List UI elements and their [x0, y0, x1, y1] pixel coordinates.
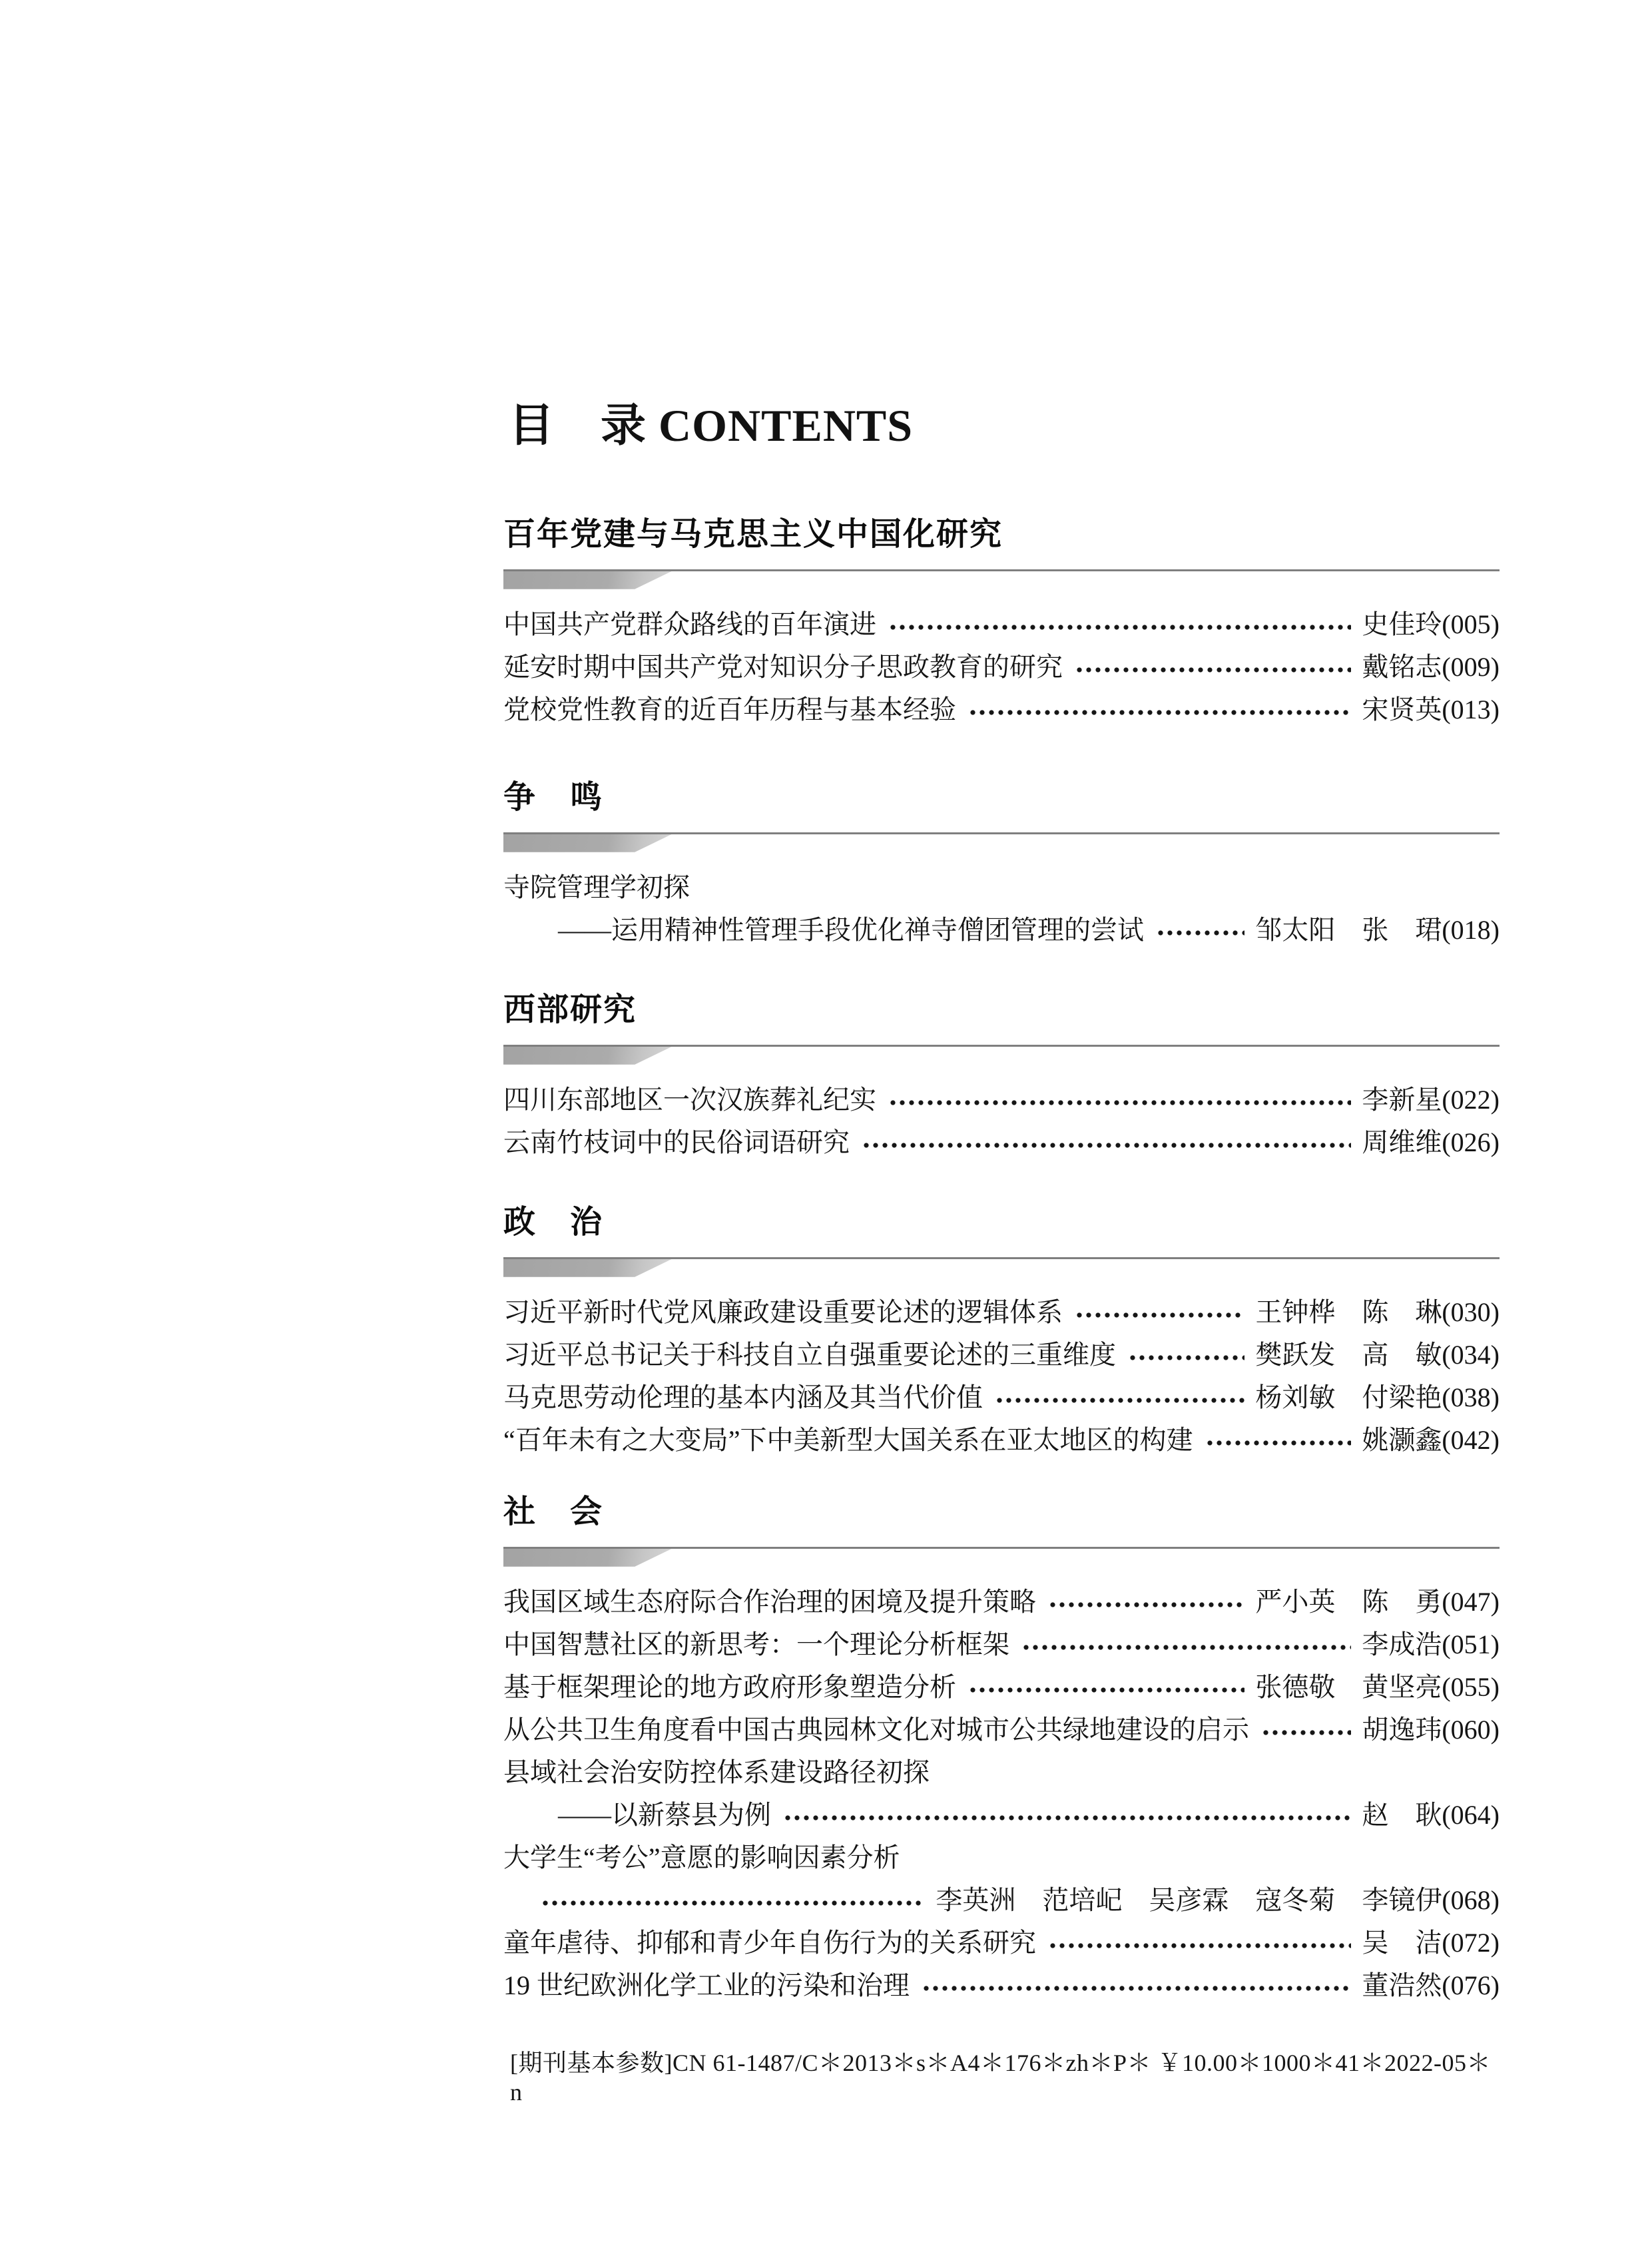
article-author-page: 王钟桦 陈 琳(030): [1255, 1296, 1500, 1327]
article-author-page: 李新星(022): [1362, 1084, 1500, 1115]
toc-entry: [503, 866, 1500, 909]
article-title: 马克思劳动伦理的基本内涵及其当代价值: [503, 1382, 983, 1412]
article-title: 习近平新时代党风廉政建设重要论述的逻辑体系: [503, 1296, 1063, 1327]
arrow-bar-icon: [503, 1549, 672, 1567]
toc-entry: [503, 1419, 1500, 1462]
arrow-bar-icon: [503, 571, 672, 589]
dot-leader: [1049, 1601, 1244, 1608]
article-title: 习近平总书记关于科技自立自强重要论述的三重维度: [503, 1339, 1116, 1370]
section-politics: [503, 1205, 1500, 1462]
toc-entry: [503, 1581, 1500, 1623]
article-title: 从公共卫生角度看中国古典园林文化对城市公共绿地建设的启示: [503, 1714, 1249, 1745]
article-title: “百年未有之大变局”下中美新型大国关系在亚太地区的构建: [503, 1424, 1193, 1455]
article-title: 我国区域生态府际合作治理的困境及提升策略: [503, 1586, 1036, 1617]
dot-leader: [1049, 1942, 1351, 1949]
toc-entries: [503, 1291, 1500, 1462]
article-author-page: 杨刘敏 付梁艳(038): [1255, 1382, 1500, 1412]
dot-leader: [1129, 1354, 1244, 1361]
article-author-page: 樊跃发 高 敏(034): [1255, 1339, 1500, 1370]
article-author-page: 张德敬 黄坚亮(055): [1255, 1671, 1500, 1702]
article-author-page: 董浩然(076): [1362, 1970, 1500, 2000]
dot-leader: [996, 1397, 1244, 1404]
section-title: 政 治: [503, 1204, 604, 1240]
toc-entry: [503, 1376, 1500, 1419]
toc-entry-subtitle: [503, 909, 1500, 952]
toc-entry: [503, 1836, 1500, 1879]
section-divider: [503, 569, 1500, 590]
dot-leader: [923, 1985, 1351, 1992]
toc-entry: [503, 689, 1500, 731]
article-title: 云南竹枝词中的民俗词语研究: [503, 1127, 850, 1157]
dot-leader: [1157, 930, 1244, 936]
section-divider: [503, 832, 1500, 853]
article-title: 童年虐待、抑郁和青少年自伤行为的关系研究: [503, 1927, 1036, 1958]
section-title: 百年党建与马克思主义中国化研究: [503, 516, 1003, 552]
article-title: 基于框架理论的地方政府形象塑造分析: [503, 1671, 956, 1702]
section-western-studies: [503, 993, 1500, 1164]
dot-leader: [542, 1900, 925, 1906]
toc-entries: [503, 1079, 1500, 1164]
article-title: 县域社会治安防控体系建设路径初探: [503, 1757, 930, 1787]
dot-leader: [890, 1099, 1351, 1106]
article-title: 寺院管理学初探: [503, 872, 690, 902]
article-title: 中国智慧社区的新思考：一个理论分析框架: [503, 1629, 1009, 1659]
article-title: 党校党性教育的近百年历程与基本经验: [503, 694, 956, 724]
arrow-bar-icon: [503, 1047, 672, 1065]
article-author-page: 吴 洁(072): [1362, 1927, 1500, 1958]
toc-entry-authors: [503, 1879, 1500, 1922]
toc-entry: [503, 1291, 1500, 1334]
article-author-page: 史佳玲(005): [1362, 609, 1500, 639]
toc-entry: [503, 1666, 1500, 1709]
article-author-page: 严小英 陈 勇(047): [1255, 1586, 1500, 1617]
dot-leader: [1023, 1644, 1351, 1651]
section-debate: [503, 780, 1500, 952]
dot-leader: [1076, 667, 1351, 673]
toc-page: [503, 0, 1500, 2106]
toc-entry: [503, 646, 1500, 689]
toc-entries: [503, 603, 1500, 731]
article-subtitle: ——运用精神性管理手段优化禅寺僧团管理的尝试: [558, 914, 1144, 945]
dot-leader: [1207, 1440, 1352, 1446]
dot-leader: [863, 1142, 1351, 1149]
article-title: 中国共产党群众路线的百年演进: [503, 609, 876, 639]
toc-entry: [503, 1121, 1500, 1164]
article-author-page: 赵 耿(064): [1362, 1799, 1500, 1830]
article-author-page: 邹太阳 张 珺(018): [1255, 914, 1500, 945]
section-divider: [503, 1547, 1500, 1567]
toc-entries: [503, 1581, 1500, 2007]
article-title: 四川东部地区一次汉族葬礼纪实: [503, 1084, 876, 1115]
dot-leader: [1262, 1729, 1351, 1736]
article-author-page: 胡逸玮(060): [1362, 1714, 1500, 1745]
section-society: [503, 1495, 1500, 2007]
section-title: 社 会: [503, 1494, 604, 1530]
page-title: 目 录 CONTENTS: [509, 400, 914, 451]
section-title: 西部研究: [503, 991, 637, 1027]
section-party-building: [503, 517, 1500, 731]
toc-entry: [503, 1709, 1500, 1751]
article-author-page: 李成浩(051): [1362, 1629, 1500, 1659]
article-title: 大学生“考公”意愿的影响因素分析: [503, 1842, 900, 1872]
article-title: 延安时期中国共产党对知识分子思政教育的研究: [503, 651, 1063, 682]
toc-entry: [503, 1751, 1500, 1794]
arrow-bar-icon: [503, 834, 672, 852]
toc-entry: [503, 1922, 1500, 1964]
dot-leader: [784, 1815, 1351, 1821]
article-author-page: 李英洲 范培屺 吴彦霖 寇冬菊 李镜伊(068): [936, 1884, 1500, 1915]
toc-entry: [503, 1334, 1500, 1376]
article-author-page: 姚灏鑫(042): [1362, 1424, 1500, 1455]
toc-entry: [503, 603, 1500, 646]
section-title: 争 鸣: [503, 779, 604, 815]
toc-entry-subtitle: [503, 1794, 1500, 1836]
journal-parameters: [期刊基本参数]CN 61-1487/C＊2013＊s＊A4＊176＊zh＊P＊ ￥10.00＊1000＊41＊2022-05＊n: [510, 2049, 1491, 2105]
toc-entry: [503, 1079, 1500, 1121]
toc-entry: [503, 1964, 1500, 2007]
toc-entry: [503, 1623, 1500, 1666]
article-subtitle: ——以新蔡县为例: [558, 1799, 771, 1830]
article-author-page: 周维维(026): [1362, 1127, 1500, 1157]
article-author-page: 戴铭志(009): [1362, 651, 1500, 682]
dot-leader: [969, 709, 1351, 716]
arrow-bar-icon: [503, 1259, 672, 1277]
article-title: 19 世纪欧洲化学工业的污染和治理: [503, 1970, 910, 2000]
section-divider: [503, 1045, 1500, 1065]
article-author-page: 宋贤英(013): [1362, 694, 1500, 724]
section-divider: [503, 1257, 1500, 1278]
dot-leader: [1076, 1312, 1244, 1318]
dot-leader: [969, 1687, 1244, 1693]
toc-entries: [503, 866, 1500, 952]
dot-leader: [890, 624, 1351, 631]
